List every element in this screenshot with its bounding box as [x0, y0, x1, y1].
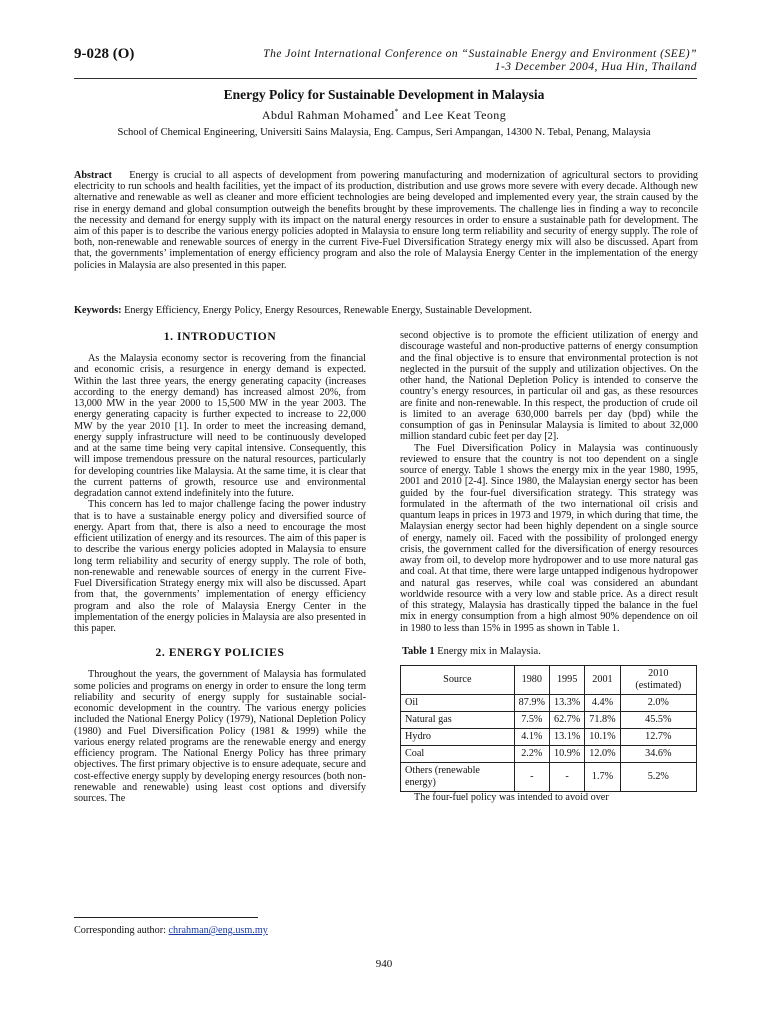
table-cell: 5.2%	[620, 763, 696, 792]
table-row	[401, 695, 697, 712]
section-heading-energy-policies: 2. ENERGY POLICIES	[155, 647, 285, 660]
abstract	[74, 170, 698, 271]
table-row	[401, 712, 697, 729]
table-cell: 4.4%	[585, 695, 620, 712]
table-header-cell: 1980	[514, 666, 549, 695]
paper-title: Energy Policy for Sustainable Development in Malaysia	[223, 87, 545, 102]
policies-paragraph-1: Throughout the years, the government of Malaysia has formulated some policies and programs on energy in order to ensure the long term reliability and security of energy supply for sustainable social-economic development in the country. The various energy policies included the National Energy Policy (1979), National Depletion Policy (1980) and Fuel Diversification Policy (1981 & 1999) while the various energy related programs are the renewable energy and energy efficiency program. The National Energy Policy has three primary objectives. The first primary objective is to ensure adequate, secure and cost-effective energy supply by developing energy resources (both non-renewable and renewable) using least cost options and diversify sources. The	[74, 669, 366, 804]
abstract-text: Energy is crucial to all aspects of development from powering manufacturing and modernization of agricultural sectors to providing electricity to run schools and health facilities, yet the impact of its production, distribution and use grows more severe with every decade. Although new alternative and renewable as well as cleaner and more efficient technologies are being developed and implemented every year, the strain caused by the rise in energy demand and global consumption outweigh the benefits brought by these improvements. The challenge lies in finding a way to reconcile the necessity and demand for energy supply with its impact on the natural energy resources in order to ensure a sustainable path for development. The aim of this paper is to describe the various energy policies adopted in Malaysia to ensure long term reliability and security of energy supply. The role of both, non-renewable and renewable sources of energy in the current Five-Fuel Diversification Strategy energy mix will also be discussed. Apart from that, the governments’ implementation of energy efficiency program and also the role of Malaysia Energy Center in the implementation of the energy policies in Malaysia are also presented in this paper.	[74, 170, 699, 271]
table-cell: 45.5%	[620, 712, 696, 729]
table-cell: 71.8%	[585, 712, 620, 729]
corresponding-mark: *	[394, 107, 399, 116]
footnote	[74, 925, 268, 936]
section-heading-introduction: 1. INTRODUCTION	[163, 331, 277, 343]
after-table-paragraph: The four-fuel policy was intended to avoid over	[414, 792, 609, 803]
affiliation: School of Chemical Engineering, Universiti Sains Malaysia, Eng. Campus, Seri Ampangan, 14300 N. Tebal, Penang, Malaysia	[117, 127, 651, 138]
author-1: Abdul Rahman Mohamed	[261, 108, 395, 122]
table-caption	[402, 646, 698, 657]
footnote-rule	[74, 917, 258, 918]
table-cell: -	[514, 763, 549, 792]
table-header-cell: 2001	[585, 666, 620, 695]
table-cell: 87.9%	[514, 695, 549, 712]
abstract-label: Abstract	[74, 170, 112, 181]
right-column	[400, 330, 698, 803]
table-header-cell: 1995	[549, 666, 584, 695]
conference-title: The Joint International Conference on “Sustainable Energy and Environment (SEE)”	[263, 48, 697, 60]
page-number: 940	[375, 958, 393, 970]
table-cell: -	[549, 763, 584, 792]
table-cell: 2.2%	[514, 746, 549, 763]
table-cell: 2.0%	[620, 695, 696, 712]
table-cell: Coal	[401, 746, 515, 763]
intro-paragraph-1: As the Malaysia economy sector is recovering from the financial and economic crisis, a resurgence in energy demand is expected. Within the last three years, the energy generating capacity (increases according to the energy demand) has increased almost 20%, from 13,000 MW in the year 2000 to 15,500 MW in the year 2003. The energy generating capacity is further expected to increase to 22,000 MW by the year 2010 [1]. In order to meet the increasing demand, energy supply infrastructure will need to be continuously developed and at the same time being very capital intensive. Consequently, this will impose tremendous pressure on the natural resources, particularly for developing countries like Malaysia. At the same time, it is clear that the current patterns of growth, resource use and environmental degradation cannot extend indefinitely into the future.	[74, 353, 366, 499]
energy-mix-table	[400, 665, 697, 792]
keywords-text: Energy Efficiency, Energy Policy, Energy Resources, Renewable Energy, Sustainable Development.	[124, 305, 532, 316]
table-cell: 13.1%	[549, 729, 584, 746]
left-column	[74, 330, 366, 804]
conference-header	[137, 48, 697, 74]
table-caption-label: Table 1	[402, 645, 435, 657]
table-cell: 4.1%	[514, 729, 549, 746]
conference-date: 1-3 December 2004, Hua Hin, Thailand	[494, 61, 697, 73]
table-row	[401, 746, 697, 763]
table-cell: 12.0%	[585, 746, 620, 763]
header-rule	[74, 78, 697, 79]
policies-paragraph-continued: second objective is to promote the efficient utilization of energy and discourage wasteful and non-productive patterns of energy consumption and the final objective is to ensure that environmental protection is not neglected in the pursuit of the supply and utilization objectives. On the other hand, the National Depletion Policy is intended to conserve the country’s energy resources, in particular oil and gas, as these resources are finite and non-renewable. In this respect, the production of crude oil is limited to an average 630,000 barrels per day (bpd) while the consumption of gas in Peninsular Malaysia is limited to about 32,000 million standard cubic feet per day [2].	[400, 330, 698, 443]
table-row	[401, 729, 697, 746]
table-cell: 12.7%	[620, 729, 696, 746]
keywords	[74, 305, 698, 317]
intro-paragraph-2: This concern has led to major challenge facing the power industry that is to have a sustainable energy policy and diversified source of energy. Apart from that, there is also a need to encourage the most efficient utilization of energy and its resources. The aim of this paper is to describe the various energy policies adopted in Malaysia to ensure long term reliability and security of energy supply. The role of both, non-renewable and renewable sources of energy in the current Five-Fuel Diversification Strategy energy mix will also be discussed. Apart from that, the governments’ implementation of energy efficiency program and also the role of Malaysia Energy Center in the implementation of the energy policies in Malaysia are also presented in this paper.	[74, 499, 366, 634]
table-cell: Oil	[401, 695, 515, 712]
table-cell: 1.7%	[585, 763, 620, 792]
table-cell: 10.9%	[549, 746, 584, 763]
paper-code: 9-028 (O)	[74, 46, 135, 62]
table-cell: Hydro	[401, 729, 515, 746]
author-2: and Lee Keat Teong	[398, 108, 507, 122]
table-row	[401, 763, 697, 792]
authors	[0, 107, 768, 123]
table-cell: 7.5%	[514, 712, 549, 729]
keywords-label: Keywords:	[74, 305, 122, 316]
table-cell: 34.6%	[620, 746, 696, 763]
author-email-link[interactable]: chrahman@eng.usm.my	[168, 925, 268, 936]
policies-paragraph-2: The Fuel Diversification Policy in Malaysia was continuously reviewed to ensure that the country is not too dependent on a single source of energy. Table 1 shows the energy mix in the year 1980, 1995, 2001 and 2010 [2-4]. Since 1980, the Malaysian energy sector has been guided by the four-fuel diversification strategy. This strategy was formulated in the aftermath of the two international oil crisis and quantum leaps in prices in 1973 and 1979, in which during that time, the Malaysian energy sector had been highly dependent on a single source of energy, namely oil. Faced with the possibility of prolonged energy crisis, the government called for the diversification of energy resources away from oil, to develop more hydropower and to use more natural gas and coal. At that time, there were large untapped indigenous hydropower and natural gas reserves, while coal was considered an abundant worldwide resource with a very low and stable price. As a direct result of this strategy, Malaysia has drastically tipped the balance in the fuel mix in energy consumption from a high almost 90% dependence on oil in 1980 to less than 15% in 1995 as shown in Table 1.	[400, 442, 698, 634]
table-cell: Others (renewable energy)	[401, 763, 515, 792]
table-cell: 13.3%	[549, 695, 584, 712]
table-header-cell: Source	[401, 666, 515, 695]
table-cell: 62.7%	[549, 712, 584, 729]
table-cell: Natural gas	[401, 712, 515, 729]
footnote-label: Corresponding author:	[74, 925, 166, 936]
table-header-row	[401, 666, 697, 695]
table-header-cell: 2010 (estimated)	[620, 666, 696, 695]
table-caption-text: Energy mix in Malaysia.	[437, 645, 541, 657]
table-cell: 10.1%	[585, 729, 620, 746]
